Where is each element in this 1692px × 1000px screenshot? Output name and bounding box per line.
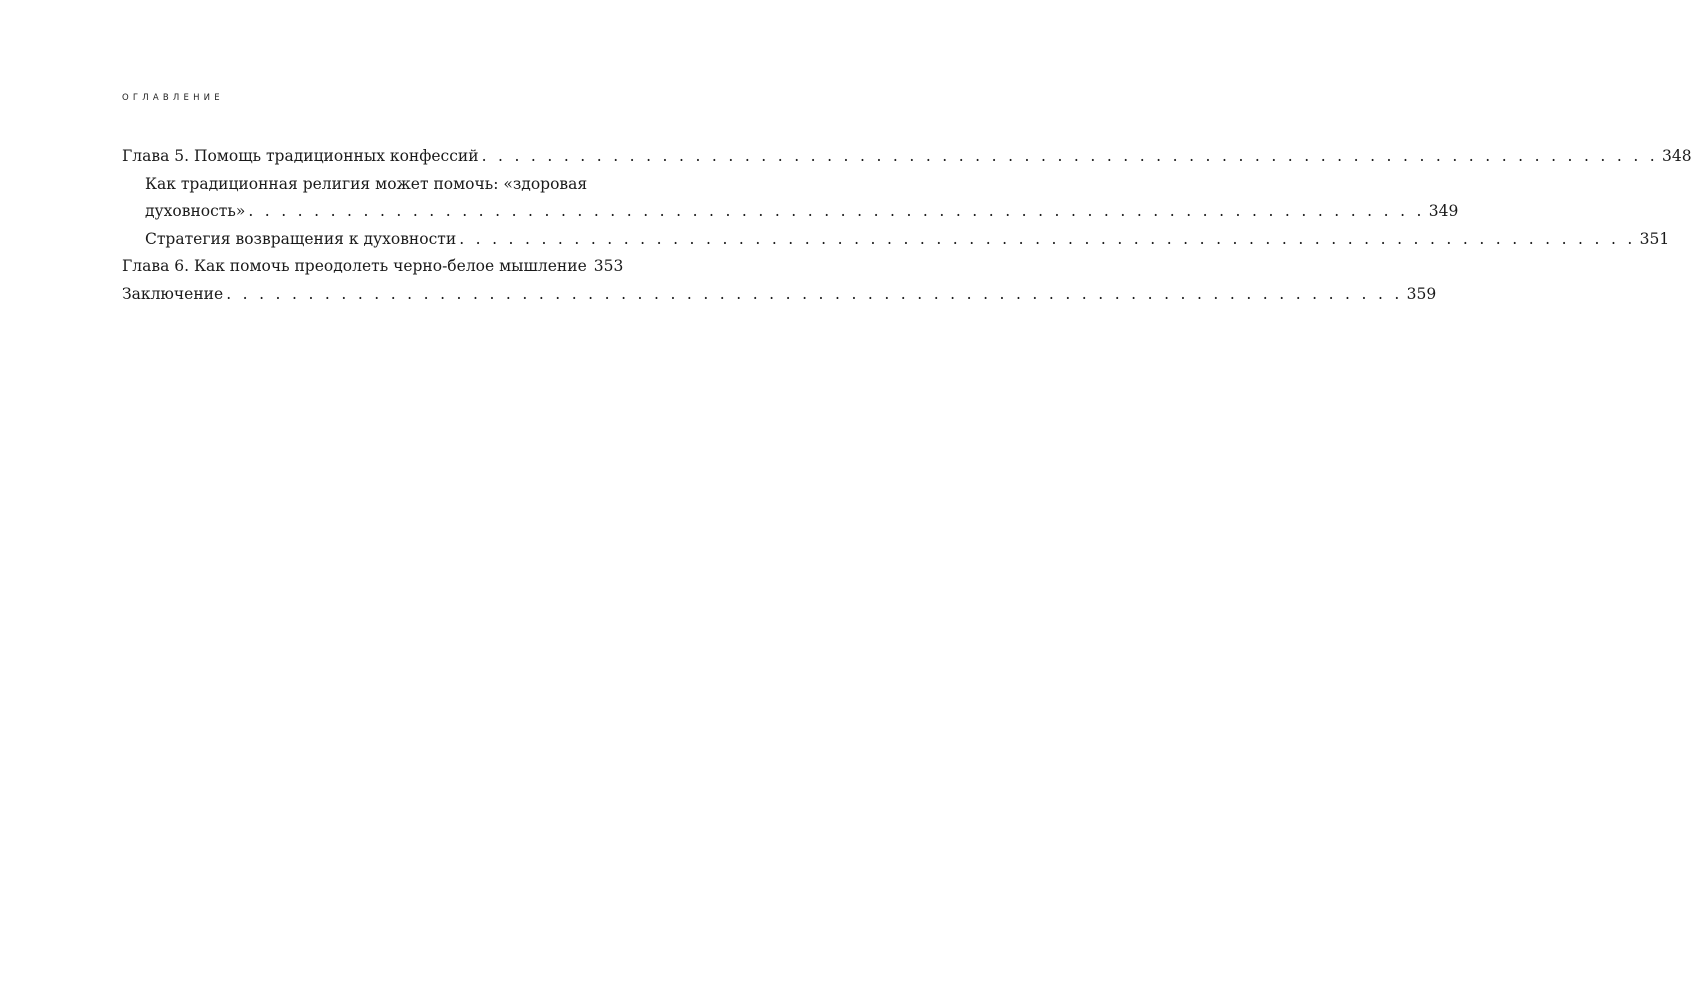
toc-entry-title-line-2: духовность» bbox=[145, 202, 246, 220]
toc-entry-title: Заключение bbox=[122, 284, 224, 303]
toc-entry-title: Глава 5. Помощь традиционных конфессий bbox=[122, 147, 479, 165]
dot-leader: . . . . . . . . . . . . . . . . . . . . . . . . . . . . . . . . . . . . . . . . . . . . . . . . . . . . . . . . . . . . . . . . . . . . . . . . bbox=[459, 229, 1636, 248]
toc-entry-page-number: 353 bbox=[593, 257, 624, 275]
toc-entry-page-number: 348 bbox=[1662, 147, 1692, 165]
dot-leader: . . . . . . . . . . . . . . . . . . . . . . . . . . . . . . . . . . . . . . . . . . . . . . . . . . . . . . . . . . . . . . . . . . . . . . . . bbox=[481, 147, 1659, 165]
toc-entry-healthy-spirituality[interactable] bbox=[122, 171, 1459, 226]
toc-entry-page-number: 351 bbox=[1639, 229, 1670, 248]
dot-leader: . . . . . . . . . . . . . . . . . . . . . . . . . . . . . . . . . . . . . . . . . . . . . . . . . . . . . . . . . . . . . . . . . . . . . . . . bbox=[226, 284, 1403, 303]
toc-entry-title: Глава 6. Как помочь преодолеть черно-белое мышление bbox=[122, 257, 587, 275]
toc-entry-title-line-1: Как традиционная религия может помочь: «здоровая bbox=[145, 174, 588, 193]
toc-entry-title: Стратегия возвращения к духовности bbox=[145, 229, 457, 248]
toc-entry-conclusion[interactable] bbox=[122, 281, 1437, 309]
table-of-contents bbox=[122, 143, 1692, 308]
toc-entry-chapter-5[interactable] bbox=[122, 143, 1692, 171]
toc-entry-page-number: 359 bbox=[1406, 284, 1437, 303]
toc-entry-chapter-6[interactable] bbox=[122, 253, 624, 281]
toc-entry-return-strategy[interactable] bbox=[122, 226, 1670, 254]
dot-leader: . . . . . . . . . . . . . . . . . . . . . . . . . . . . . . . . . . . . . . . . . . . . . . . . . . . . . . . . . . . . . . . . . . . . . . . . bbox=[248, 202, 1425, 220]
running-head: ОГЛАВЛЕНИЕ bbox=[122, 93, 224, 103]
toc-entry-page-number: 349 bbox=[1428, 202, 1459, 220]
